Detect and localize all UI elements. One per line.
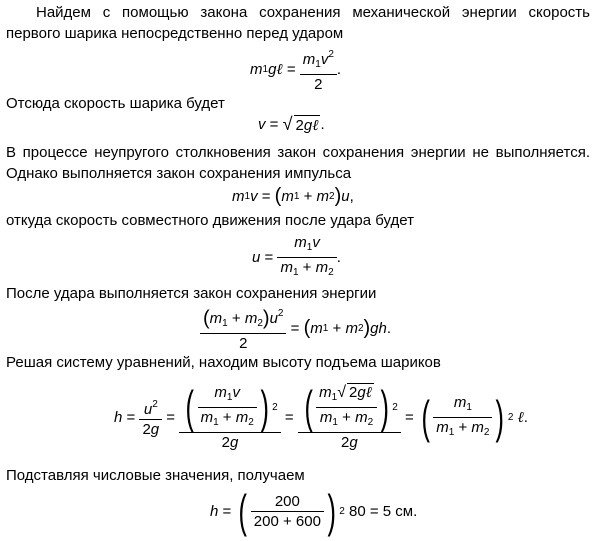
equation-final: h = ( $\frac{200}{200 + 600}$ ) 2 80 = 5 см. <box>210 485 418 537</box>
equation-height: h = $\frac{u^2}{2g}$ = ( $\frac{m_1v}{m_1 + m_2}$ ) 2 2g = ( $\frac{m_1√ 2g\ell}{m_1 + m_2}$ ) 2 2g = ( $\frac{m_1}{m_1 + m_2}$ ) 2 ℓ . <box>114 381 528 451</box>
final-numerator: 200 <box>251 493 324 512</box>
equation-joint-velocity: u = $\frac{m_1v}{m_1 + m_2}$ . <box>252 234 341 278</box>
paragraph-joint-velocity: откуда скорость совместного движения после удара будет <box>6 212 414 229</box>
equation-energy: m 1 g ℓ = $\frac{m_1v^2}{2}$ . <box>250 46 341 93</box>
paragraph-intro: Найдем с помощью закона сохранения механической энергии скорость первого шарика непосредственно перед ударом <box>6 4 590 42</box>
paragraph-velocity: Отсюда скорость шарика будет <box>6 95 225 112</box>
paragraph-substitute: Подставляя числовые значения, получаем <box>6 467 305 484</box>
final-result: = 5 см. <box>369 502 418 520</box>
paragraph-collision: В процессе неупругого столкновения закон сохранения энергии не выполняется. Однако выполняется закон сохранения импульса <box>6 144 590 182</box>
equation-momentum: m 1 v = ( m 1 + m 2 ) u , <box>232 185 354 207</box>
equation-velocity: v = √ 2gℓ . <box>258 114 325 134</box>
paragraph-energy-after: После удара выполняется закон сохранения энергии <box>6 285 377 302</box>
final-denominator: 200 + 600 <box>253 512 321 530</box>
final-multiplier: 80 <box>349 502 366 520</box>
paragraph-solve: Решая систему уравнений, находим высоту подъема шариков <box>6 354 441 371</box>
equation-energy-after: $\frac{(m_1 + m_2)u^2}{2}$ = ( m 1 + m 2 ) gh . <box>200 305 391 352</box>
